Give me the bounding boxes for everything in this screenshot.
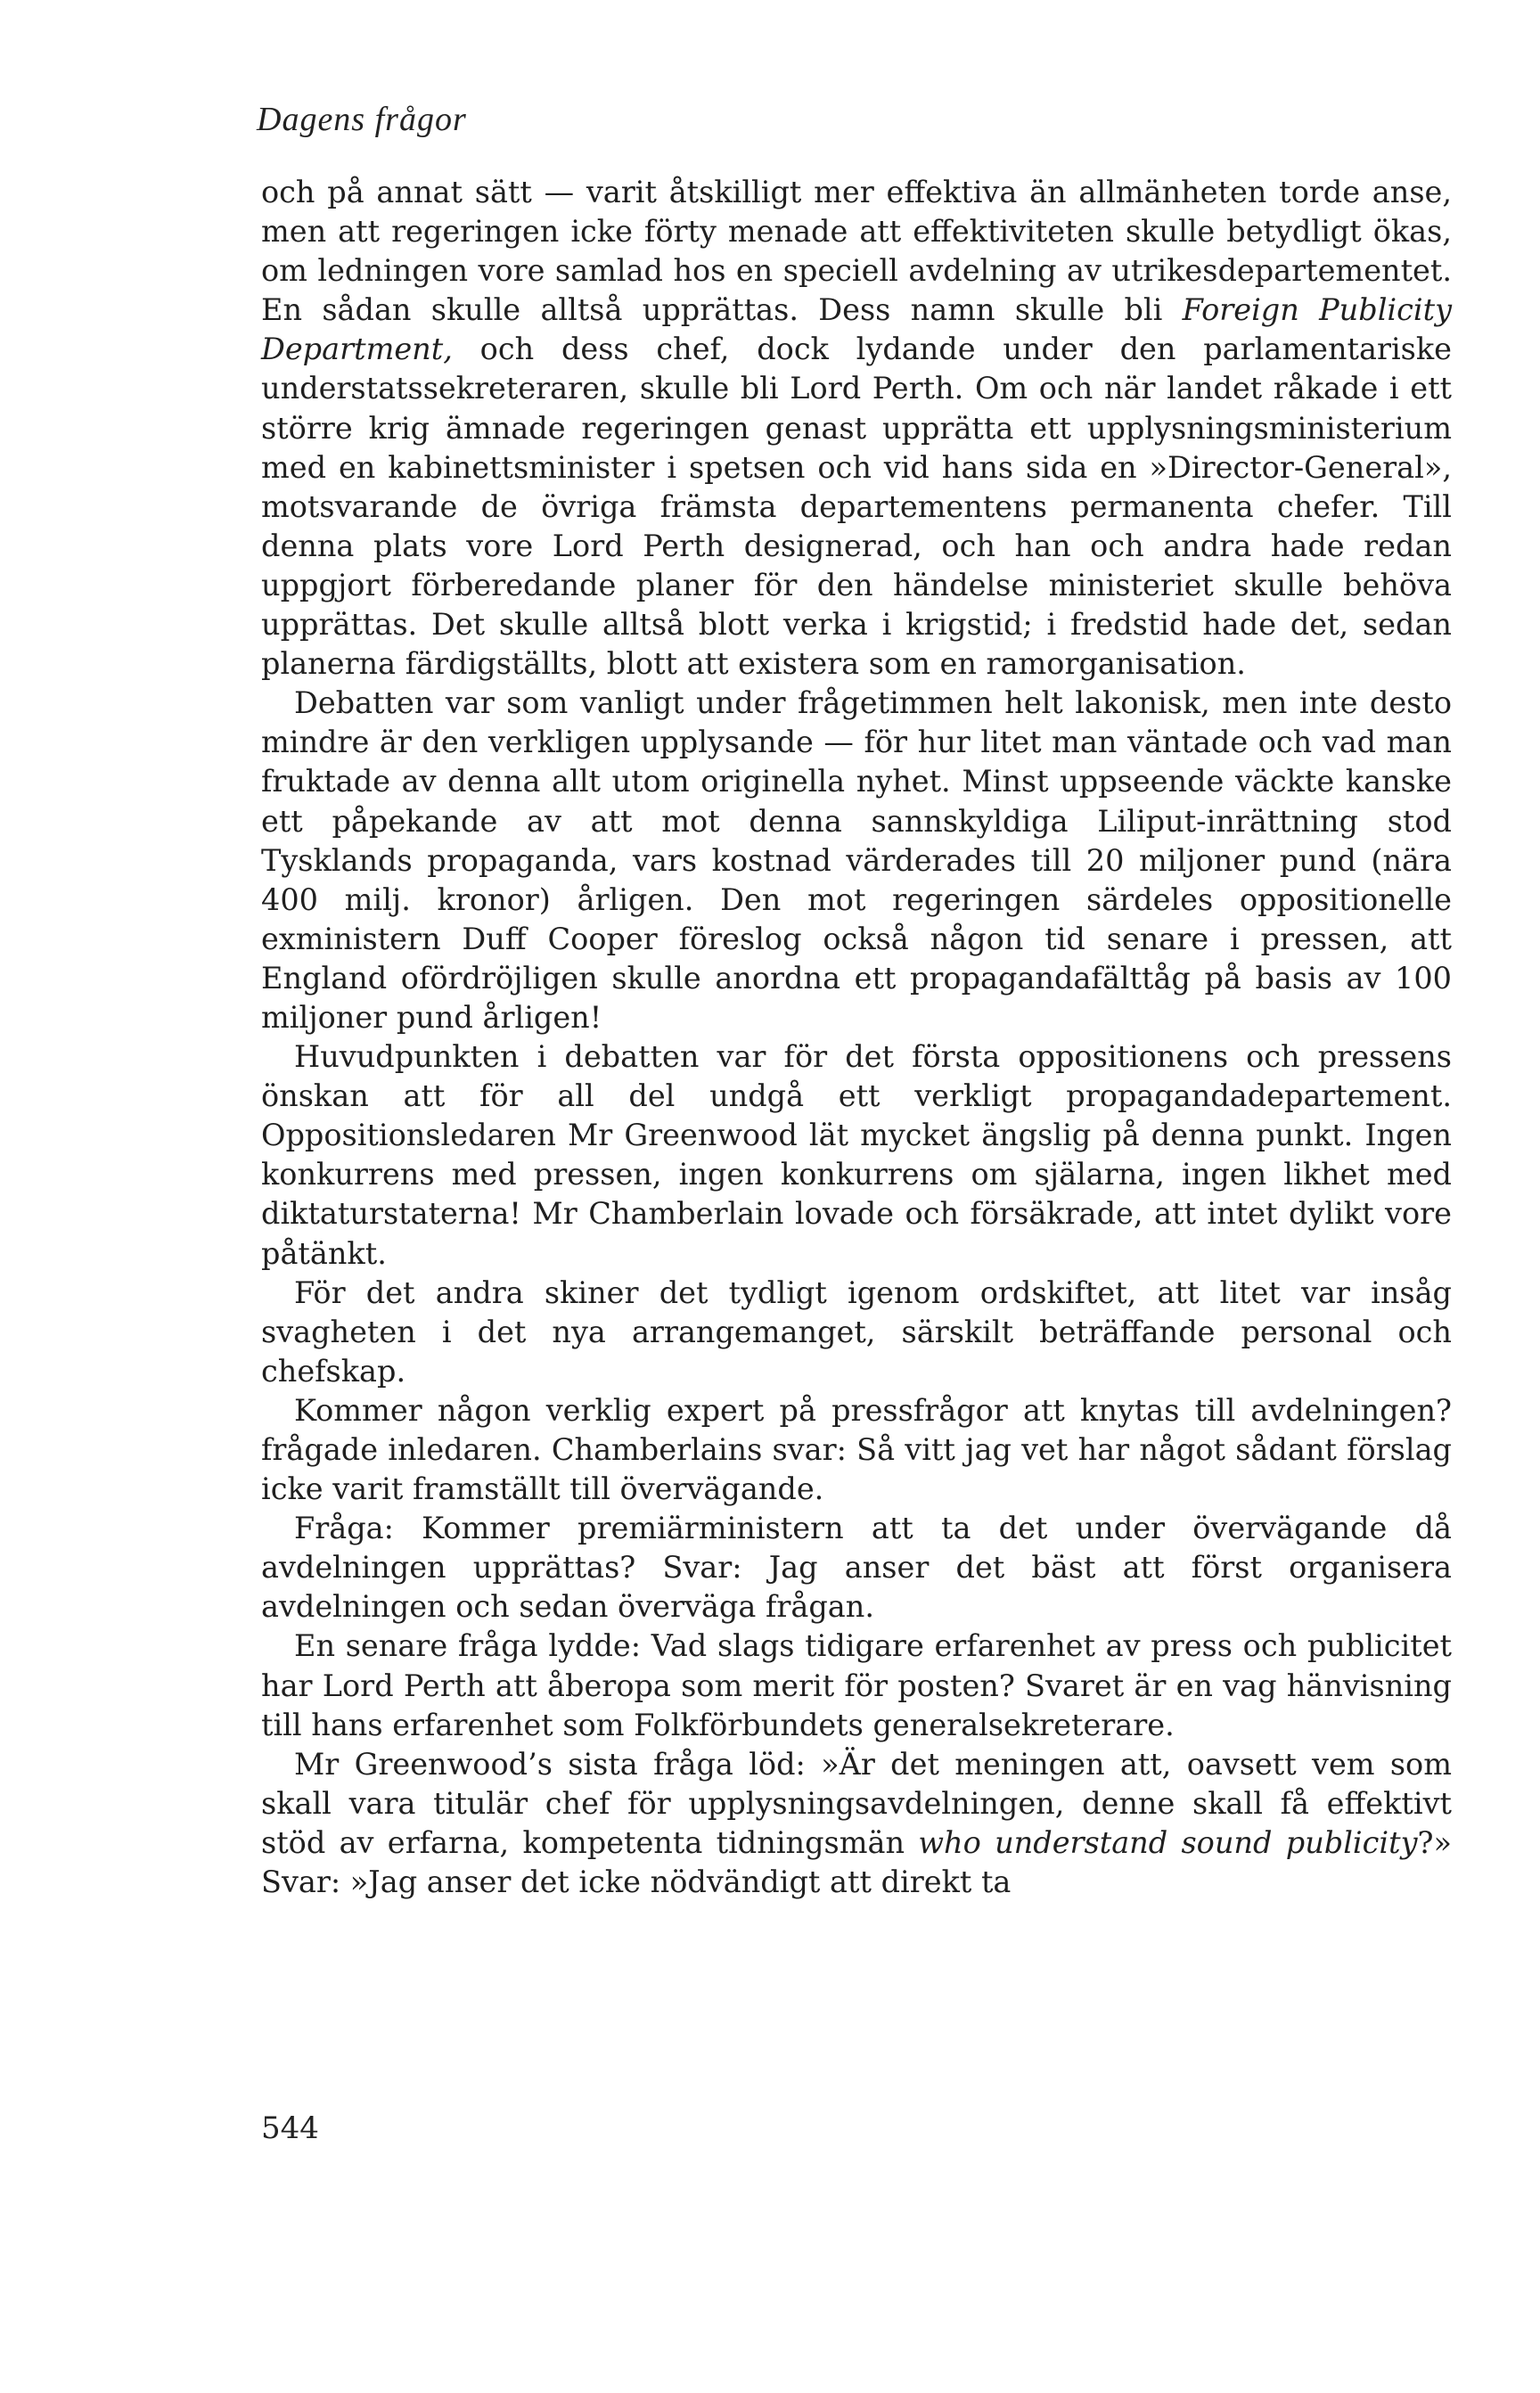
text-run: Fråga: Kommer premiärministern att ta det under övervägande då avdelningen upprättas? Svar: Jag anser det bäst att först organisera avdelningen och sedan överväga frågan. xyxy=(261,1511,1452,1625)
text-run: Kommer någon verklig expert på pressfrågor att knytas till avdelningen? frågade inledaren. Chamberlains svar: Så vitt jag vet har något sådant förslag icke varit framställt till övervägande. xyxy=(261,1392,1452,1507)
running-title: Dagens frågor xyxy=(257,101,467,138)
page-number: 544 xyxy=(261,2110,319,2146)
text-run: ?» Svar: »Jag anser det icke nödvändigt att direkt ta xyxy=(261,1824,1452,1900)
paragraph xyxy=(261,1745,1452,1902)
text-run: och dess chef, dock lydande under den parlamentariske understatssekreteraren, skulle bli Lord Perth. Om och när landet råkade i ett större krig ämnade regeringen genast upprätta ett upplysningsministerium med en kabinettsminister i spetsen och vid hans sida en »Director-General», motsvarande de övriga främsta departementens permanenta chefer. Till denna plats vore Lord Perth designerad, och han och andra hade redan uppgjort förberedande planer för den händelse ministeriet skulle behöva upprättas. Det skulle alltså blott verka i krigstid; i fredstid hade det, sedan planerna färdigställts, blott att existera som en ramorganisation. xyxy=(261,332,1452,682)
text-run: För det andra skiner det tydligt igenom ordskiftet, att litet var insåg svagheten i det nya arrangemanget, särskilt beträffande personal och chefskap. xyxy=(261,1274,1452,1389)
paragraph xyxy=(261,173,1452,684)
text-run: Mr Greenwood’s sista fråga löd: »Är det meningen att, oavsett vem som skall vara titulär chef för upplysningsavdelningen, denne skall få effektivt stöd av erfarna, kompetenta tidningsmän xyxy=(261,1746,1452,1860)
italic-phrase: who understand sound publicity xyxy=(918,1824,1418,1860)
text-run: Debatten var som vanligt under frågetimmen helt lakonisk, men inte desto mindre är den verkligen upplysande — för hur litet man väntade och vad man fruktade av denna allt utom originella nyhet. Minst uppseende väckte kanske ett påpekande av att mot denna sannskyldiga Liliput-inrättning stod Tysklands propaganda, vars kostnad värderades till 20 miljoner pund (nära 400 milj. kronor) årligen. Den mot regeringen särdeles oppositionelle exministern Duff Cooper föreslog också någon tid senare i pressen, att England ofördröjligen skulle anordna ett propagandafälttåg på basis av 100 miljoner pund årligen! xyxy=(261,685,1452,1035)
text-run: En senare fråga lydde: Vad slags tidigare erfarenhet av press och publicitet har Lord Perth att åberopa som merit för posten? Svaret är en vag hänvisning till hans erfarenhet som Folkförbundets generalsekreterare. xyxy=(261,1628,1452,1742)
paragraph xyxy=(261,1627,1452,1744)
text-run: och på annat sätt — varit åtskilligt mer effektiva än allmänheten torde anse, men att regeringen icke förty menade att effektiviteten skulle betydligt ökas, om ledningen vore samlad hos en speciell avdelning av utrikesdepartementet. En sådan skulle alltså upprättas. Dess namn skulle bli xyxy=(261,175,1452,328)
text-run: Huvudpunkten i debatten var för det första oppositionens och pressens önskan att för all del undgå ett verkligt propagandadepartement. Oppositionsledaren Mr Greenwood lät mycket ängslig på denna punkt. Ingen konkurrens med pressen, ingen konkurrens om själarna, ingen likhet med diktaturstaterna! Mr Chamberlain lovade och försäkrade, att intet dylikt vore påtänkt. xyxy=(261,1039,1452,1271)
paragraph xyxy=(261,1509,1452,1627)
italic-phrase: Foreign Publicity Department, xyxy=(261,292,1452,367)
paragraph xyxy=(261,1037,1452,1274)
paragraph xyxy=(261,1274,1452,1391)
body-text xyxy=(261,173,1452,1902)
paragraph xyxy=(261,1391,1452,1509)
paragraph xyxy=(261,684,1452,1037)
